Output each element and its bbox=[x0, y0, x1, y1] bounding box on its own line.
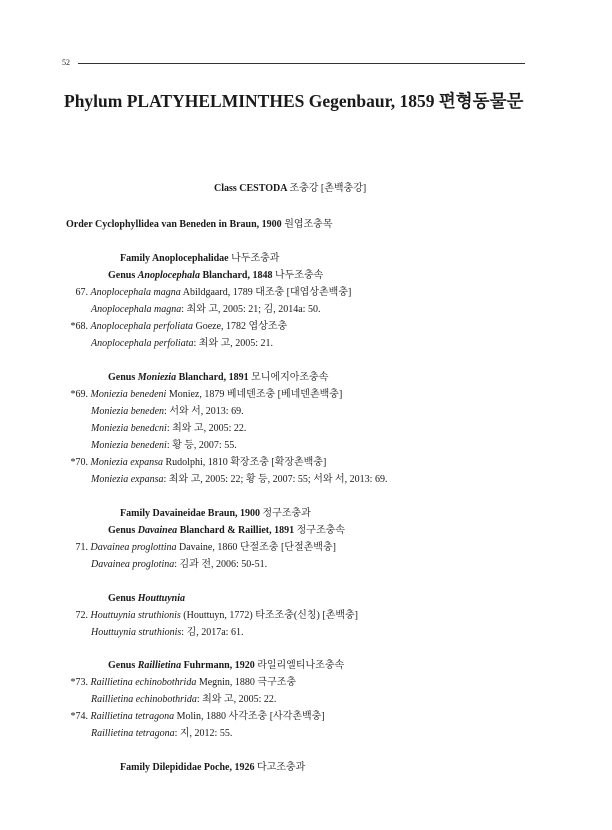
species-name: Moniezia benedeni bbox=[90, 389, 167, 400]
species-name: Houttuynia struthionis bbox=[90, 610, 181, 621]
species-reference bbox=[91, 303, 320, 316]
species-entry-70 bbox=[62, 456, 326, 469]
species-name: Moniezia expansa bbox=[90, 457, 163, 468]
family-heading-davaineidae bbox=[120, 507, 311, 520]
phylum-heading bbox=[64, 88, 523, 113]
reference-text: : 최와 고, 2005: 22. bbox=[166, 423, 247, 434]
genus-heading-houttuynia bbox=[108, 592, 185, 605]
genus-korean: 라일리엘티나조충속 bbox=[257, 660, 345, 671]
species-author: Rudolphi, 1810 확장조충 [확장촌백충] bbox=[165, 457, 327, 468]
class-heading bbox=[214, 182, 366, 195]
reference-name: Raillietina tetragona bbox=[91, 728, 175, 739]
species-name: Raillietina tetragona bbox=[90, 711, 175, 722]
genus-name: Davainea bbox=[137, 525, 178, 536]
species-number: 72. bbox=[75, 610, 88, 621]
class-korean: 조충강 [촌백충강] bbox=[289, 183, 367, 194]
species-reference bbox=[91, 405, 244, 418]
species-author: Abildgaard, 1789 대조충 [대엽상촌백충] bbox=[182, 287, 352, 298]
genus-author: Blanchard, 1848 bbox=[202, 270, 273, 281]
species-author: Goeze, 1782 엽상조충 bbox=[195, 321, 288, 332]
species-number: *68. bbox=[70, 321, 88, 332]
order-korean: 원엽조충목 bbox=[284, 219, 333, 230]
species-reference bbox=[91, 422, 246, 435]
reference-text: : 서와 서, 2013: 69. bbox=[164, 406, 244, 417]
species-reference bbox=[91, 558, 267, 571]
genus-heading-anoplocephala bbox=[108, 269, 323, 282]
reference-text: : 황 등, 2007: 55. bbox=[166, 440, 237, 451]
family-korean: 나두조충과 bbox=[231, 253, 280, 264]
reference-name: Houttuynia struthionis bbox=[91, 627, 182, 638]
genus-korean: 정구조충속 bbox=[296, 525, 345, 536]
reference-text: : 김과 전, 2006: 50-51. bbox=[174, 559, 268, 570]
reference-text: : 최와 고, 2005: 22. bbox=[196, 694, 277, 705]
phylum-label: Phylum PLATYHELMINTHES Gegenbaur, 1859 bbox=[64, 91, 435, 111]
family-korean: 정구조충과 bbox=[262, 508, 311, 519]
page-number: 52 bbox=[62, 58, 70, 67]
reference-name: Moniezia beneden bbox=[91, 406, 165, 417]
genus-name: Moniezia bbox=[137, 372, 177, 383]
species-entry-74 bbox=[62, 710, 325, 723]
species-reference bbox=[91, 337, 273, 350]
reference-text: : 지, 2012: 55. bbox=[174, 728, 233, 739]
family-label: Family Davaineidae Braun, 1900 bbox=[120, 508, 261, 519]
species-reference bbox=[91, 473, 387, 486]
species-entry-73 bbox=[62, 676, 296, 689]
species-number: *69. bbox=[70, 389, 88, 400]
species-reference bbox=[91, 693, 276, 706]
species-entry-72 bbox=[62, 609, 358, 622]
genus-author: Blanchard & Railliet, 1891 bbox=[179, 525, 295, 536]
genus-author: Fuhrmann, 1920 bbox=[183, 660, 255, 671]
species-number: *70. bbox=[70, 457, 88, 468]
species-number: 67. bbox=[75, 287, 88, 298]
reference-text: : 최와 고, 2005: 21; 김, 2014a: 50. bbox=[181, 304, 321, 315]
genus-heading-davainea bbox=[108, 524, 345, 537]
reference-text: : 최와 고, 2005: 22; 황 등, 2007: 55; 서와 서, 2013: 69. bbox=[163, 474, 388, 485]
phylum-korean: 편형동물문 bbox=[438, 91, 524, 111]
reference-text: : 김, 2017a: 61. bbox=[181, 627, 244, 638]
header-rule bbox=[78, 63, 525, 64]
reference-name: Moniezia expansa bbox=[91, 474, 164, 485]
species-author: Megnin, 1880 극구조충 bbox=[198, 677, 297, 688]
species-author: Davaine, 1860 단절조충 [단절촌백충] bbox=[179, 542, 336, 553]
species-number: 71. bbox=[75, 542, 88, 553]
genus-prefix: Genus bbox=[108, 270, 136, 281]
species-name: Anoplocephala magna bbox=[90, 287, 181, 298]
genus-korean: 나두조충속 bbox=[274, 270, 324, 281]
species-name: Davainea proglottina bbox=[90, 542, 177, 553]
family-heading-anoplocephalidae bbox=[120, 252, 279, 265]
genus-prefix: Genus bbox=[108, 593, 136, 604]
species-entry-68 bbox=[62, 320, 287, 333]
reference-name: Anoplocephala perfoliata bbox=[91, 338, 194, 349]
order-label: Order Cyclophyllidea van Beneden in Braun, 1900 bbox=[66, 219, 282, 230]
species-number: *73. bbox=[70, 677, 88, 688]
species-reference bbox=[91, 439, 237, 452]
species-name: Raillietina echinobothrida bbox=[90, 677, 197, 688]
family-label: Family Anoplocephalidae bbox=[120, 253, 229, 264]
reference-name: Raillietina echinobothrida bbox=[91, 694, 197, 705]
reference-name: Moniezia benedeni bbox=[91, 440, 167, 451]
species-reference bbox=[91, 626, 243, 639]
species-reference bbox=[91, 727, 232, 740]
genus-prefix: Genus bbox=[108, 660, 136, 671]
reference-text: : 최와 고, 2005: 21. bbox=[193, 338, 274, 349]
species-entry-69 bbox=[62, 388, 342, 401]
genus-heading-raillietina bbox=[108, 659, 344, 672]
genus-name: Anoplocephala bbox=[137, 270, 200, 281]
reference-name: Anoplocephala magna bbox=[91, 304, 182, 315]
genus-author: Blanchard, 1891 bbox=[178, 372, 249, 383]
family-heading-dilepididae bbox=[120, 761, 305, 774]
species-number: *74. bbox=[70, 711, 88, 722]
genus-korean: 모니에지아조충속 bbox=[251, 372, 329, 383]
reference-name: Moniezia benedcni bbox=[91, 423, 167, 434]
family-label: Family Dilepididae Poche, 1926 bbox=[120, 762, 255, 773]
genus-heading-moniezia bbox=[108, 371, 328, 384]
genus-name: Houttuynia bbox=[137, 593, 185, 604]
class-label: Class CESTODA bbox=[214, 183, 287, 194]
species-author: Moniez, 1879 베네덴조충 [베네덴촌백충] bbox=[168, 389, 343, 400]
order-heading bbox=[66, 218, 333, 231]
family-korean: 다고조충과 bbox=[256, 762, 306, 773]
reference-name: Davainea proglotina bbox=[91, 559, 175, 570]
genus-prefix: Genus bbox=[108, 525, 136, 536]
species-author: Molin, 1880 사각조충 [사각촌백충] bbox=[176, 711, 325, 722]
species-entry-67 bbox=[62, 286, 351, 299]
genus-name: Raillietina bbox=[137, 660, 182, 671]
genus-prefix: Genus bbox=[108, 372, 136, 383]
species-name: Anoplocephala perfoliata bbox=[90, 321, 193, 332]
species-author: (Houttuyn, 1772) 타조조충(신칭) [촌백충] bbox=[183, 610, 358, 621]
species-entry-71 bbox=[62, 541, 336, 554]
